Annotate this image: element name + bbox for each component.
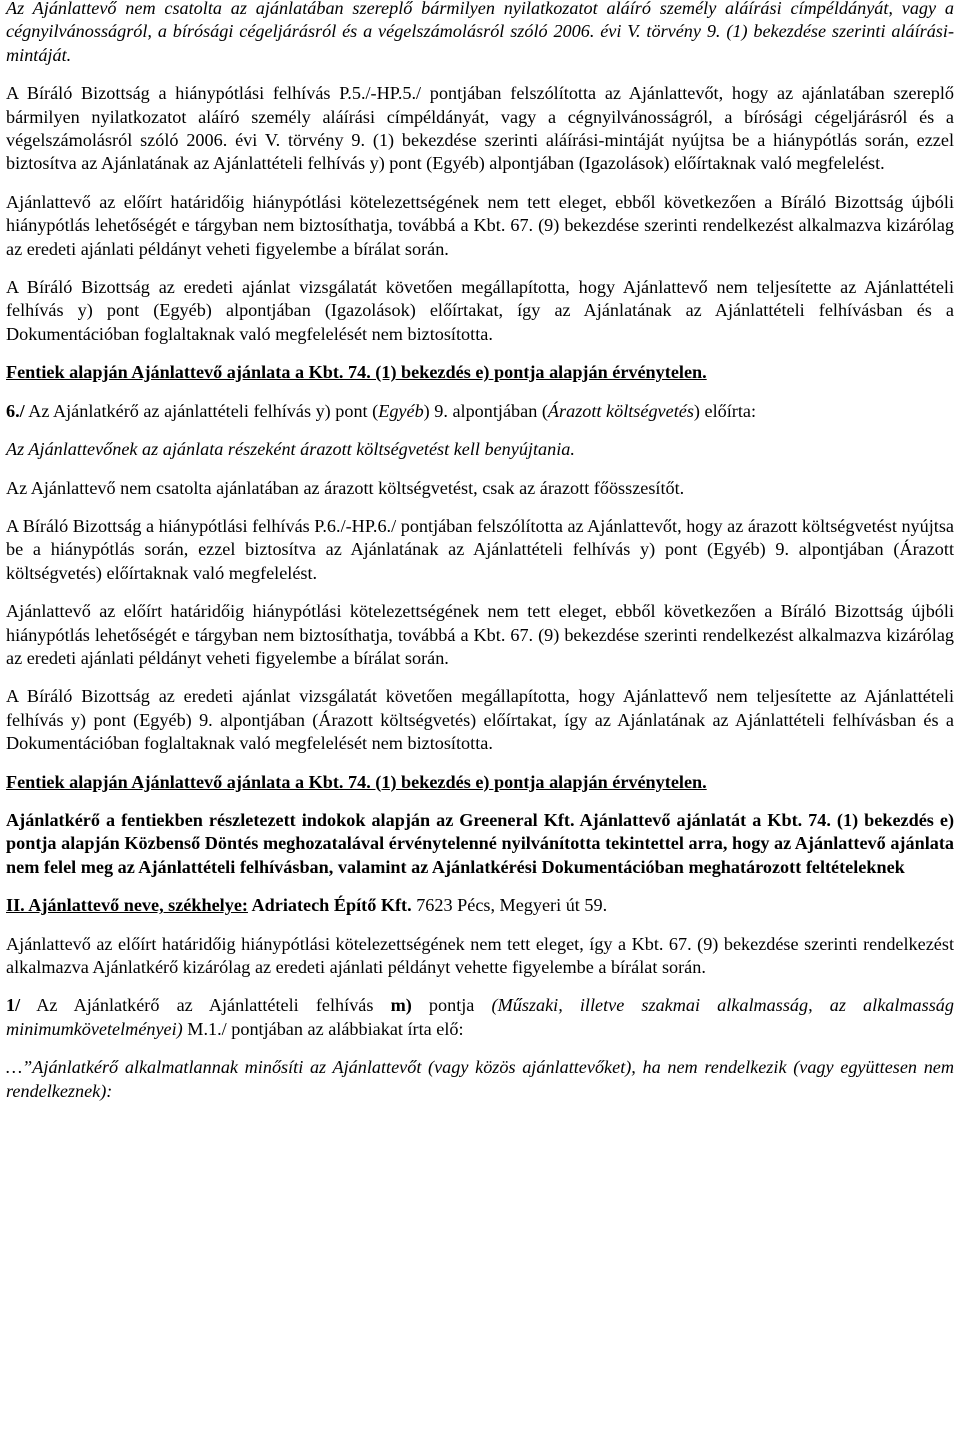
paragraph-italic: Egyéb bbox=[378, 400, 424, 421]
paragraph-quote-budget bbox=[6, 438, 954, 461]
paragraph-text: Ajánlattevő az előírt határidőig hiánypótlási kötelezettségének nem tett eleget, így a Kbt. 67. (9) bekezdése szerinti rendelkezést alkalmazva Ajánlatkérő kizárólag az eredeti ajánlati példányt vehette figyelembe a bírálat során. bbox=[6, 933, 954, 977]
paragraph-text: A Bíráló Bizottság a hiánypótlási felhívás P.6./-HP.6./ pontjában felszólította az Ajánlattevőt, hogy az árazott költségvetést nyújtsa be a hiánypótlás során, ezzel biztosítva az Ajánlatának az Ajánlattételi felhívás y) pont (Egyéb) 9. alpontjában (Árazott költségvetés) előírtaknak való megfelelést. bbox=[6, 515, 954, 583]
paragraph-bold: m) bbox=[390, 995, 412, 1016]
paragraph-point-6 bbox=[6, 400, 954, 423]
document-page bbox=[6, 0, 954, 1118]
bidder-name: Adriatech Építő Kft. bbox=[247, 895, 412, 916]
paragraph-finding-5 bbox=[6, 276, 954, 346]
paragraph-deficiency-call-5 bbox=[6, 82, 954, 176]
paragraph-text: Az Ajánlattevő nem csatolta ajánlatában az árazott költségvetést, csak az árazott főösszesítőt. bbox=[6, 477, 685, 498]
paragraph-quote-unsuitable bbox=[6, 1056, 954, 1103]
paragraph-text: Az Ajánlattevőnek az ajánlata részeként árazott költségvetést kell benyújtania. bbox=[6, 439, 575, 460]
point-number: 6./ bbox=[6, 400, 25, 421]
paragraph-text: A Bíráló Bizottság az eredeti ajánlat vizsgálatát követően megállapította, hogy Ajánlattevő nem teljesítette az Ajánlattételi felhívás y) pont (Egyéb) alpontjában (Igazolások) előírtakat, így az Ajánlatának az Ajánlattételi felhívásban és a Dokumentációban foglaltaknak való megfelelését nem biztosította. bbox=[6, 277, 954, 344]
paragraph-text: M.1./ pontjában az alábbiakat írta elő: bbox=[182, 1018, 464, 1039]
point-number: 1/ bbox=[6, 995, 21, 1016]
paragraph-text: pontja bbox=[411, 995, 492, 1016]
paragraph-no-completion-5 bbox=[6, 191, 954, 261]
paragraph-text: ) 9. alpontjában ( bbox=[423, 400, 548, 421]
paragraph-text: Az Ajánlattevő nem csatolta az ajánlatában szereplő bármilyen nyilatkozatot aláíró személy aláírási címpéldányát, vagy a cégnyilvánosságról, a bírósági cégeljárásról és a végelszámolásról szóló 2006. évi V. törvény 9. (1) bekezdése szerinti aláírási-mintáját. bbox=[6, 0, 954, 65]
paragraph-text: Ajánlattevő az előírt határidőig hiánypótlási kötelezettségének nem tett eleget, ebből következően a Bíráló Bizottság újbóli hiánypótlás lehetőségét e tárgyban nem biztosíthatja, továbbá a Kbt. 67. (9) bekezdése szerinti rendelkezést alkalmazva kizárólag az eredeti ajánlati példányt veheti figyelembe a bírálat során. bbox=[6, 191, 954, 259]
paragraph-bidder-ii-no-completion bbox=[6, 933, 954, 980]
paragraph-text: Fentiek alapján Ajánlattevő ajánlata a Kbt. 74. (1) bekezdés e) pontja alapján érvénytelen. bbox=[6, 362, 707, 383]
paragraph-italic: Árazott költségvetés bbox=[547, 400, 694, 421]
paragraph-text: Ajánlatkérő a fentiekben részletezett indokok alapján az Greeneral Kft. Ajánlattevő ajánlatát a Kbt. 74. (1) bekezdés e) pontja alapján Közbenső Döntés meghozatalával érvénytelenné nyilvánította tekintettel arra, hogy az Ajánlattevő ajánlata nem felel meg az Ajánlattételi felhívásban, valamint az Ajánlatkérési Dokumentációban meghatározott feltételeknek bbox=[6, 809, 954, 877]
section-label: II. Ajánlattevő neve, székhelye: bbox=[6, 895, 248, 916]
paragraph-point-1-requirement bbox=[6, 994, 954, 1041]
paragraph-finding-6 bbox=[6, 685, 954, 755]
paragraph-no-completion-6 bbox=[6, 600, 954, 670]
paragraph-budget-missing bbox=[6, 477, 954, 500]
paragraph-deficiency-call-6 bbox=[6, 515, 954, 585]
paragraph-italic: (Műszaki, illetve szakmai alkalmasság, az alkalmasság minimumkövetelményei) bbox=[6, 995, 954, 1039]
paragraph-text: …”Ajánlatkérő alkalmatlannak minősíti az Ajánlattevőt (vagy közös ajánlattevőket), ha nem rendelkezik (vagy együttesen nem rendelkeznek): bbox=[6, 1057, 954, 1101]
paragraph-text: Ajánlattevő az előírt határidőig hiánypótlási kötelezettségének nem tett eleget, ebből következően a Bíráló Bizottság újbóli hiánypótlás lehetőségét e tárgyban nem biztosíthatja, továbbá a Kbt. 67. (9) bekezdése szerinti rendelkezést alkalmazva kizárólag az eredeti ajánlati példányt veheti figyelembe a bírálat során. bbox=[6, 601, 954, 668]
paragraph-conclusion-invalid-1 bbox=[6, 361, 954, 384]
section-heading-bidder-ii bbox=[6, 894, 954, 917]
paragraph-signature-requirement bbox=[6, 0, 954, 67]
paragraph-text: Fentiek alapján Ajánlattevő ajánlata a Kbt. 74. (1) bekezdés e) pontja alapján érvénytelen. bbox=[6, 771, 707, 792]
paragraph-text: Az Ajánlatkérő az Ajánlattételi felhívás bbox=[20, 995, 391, 1016]
paragraph-conclusion-invalid-2 bbox=[6, 771, 954, 794]
paragraph-text: Az Ajánlatkérő az ajánlattételi felhívás y) pont ( bbox=[24, 400, 379, 421]
paragraph-text: A Bíráló Bizottság az eredeti ajánlat vizsgálatát követően megállapította, hogy Ajánlattevő nem teljesítette az Ajánlattételi felhívás y) pont (Egyéb) 9. alpontjában (Árazott költségvetés) előírtakat, így az Ajánlatának az Ajánlattételi felhívásban és a Dokumentációban foglaltaknak való megfelelését nem biztosította. bbox=[6, 686, 954, 754]
bidder-address: 7623 Pécs, Megyeri út 59. bbox=[411, 895, 608, 916]
paragraph-text: ) előírta: bbox=[693, 400, 757, 421]
paragraph-interim-decision bbox=[6, 809, 954, 879]
paragraph-text: A Bíráló Bizottság a hiánypótlási felhívás P.5./-HP.5./ pontjában felszólította az Ajánlattevőt, hogy az ajánlatában szereplő bármilyen nyilatkozatot aláíró személy aláírási címpéldányát, vagy a cégnyilvánosságról, a bírósági cégeljárásról és a végelszámolásról szóló 2006. évi V. törvény 9. (1) bekezdése szerinti aláírási-mintáját nyújtsa be a hiánypótlás során, ezzel biztosítva az Ajánlatának az Ajánlattételi felhívás y) pont (Egyéb) alpontjában (Igazolások) előírtaknak való megfelelést. bbox=[6, 83, 954, 174]
